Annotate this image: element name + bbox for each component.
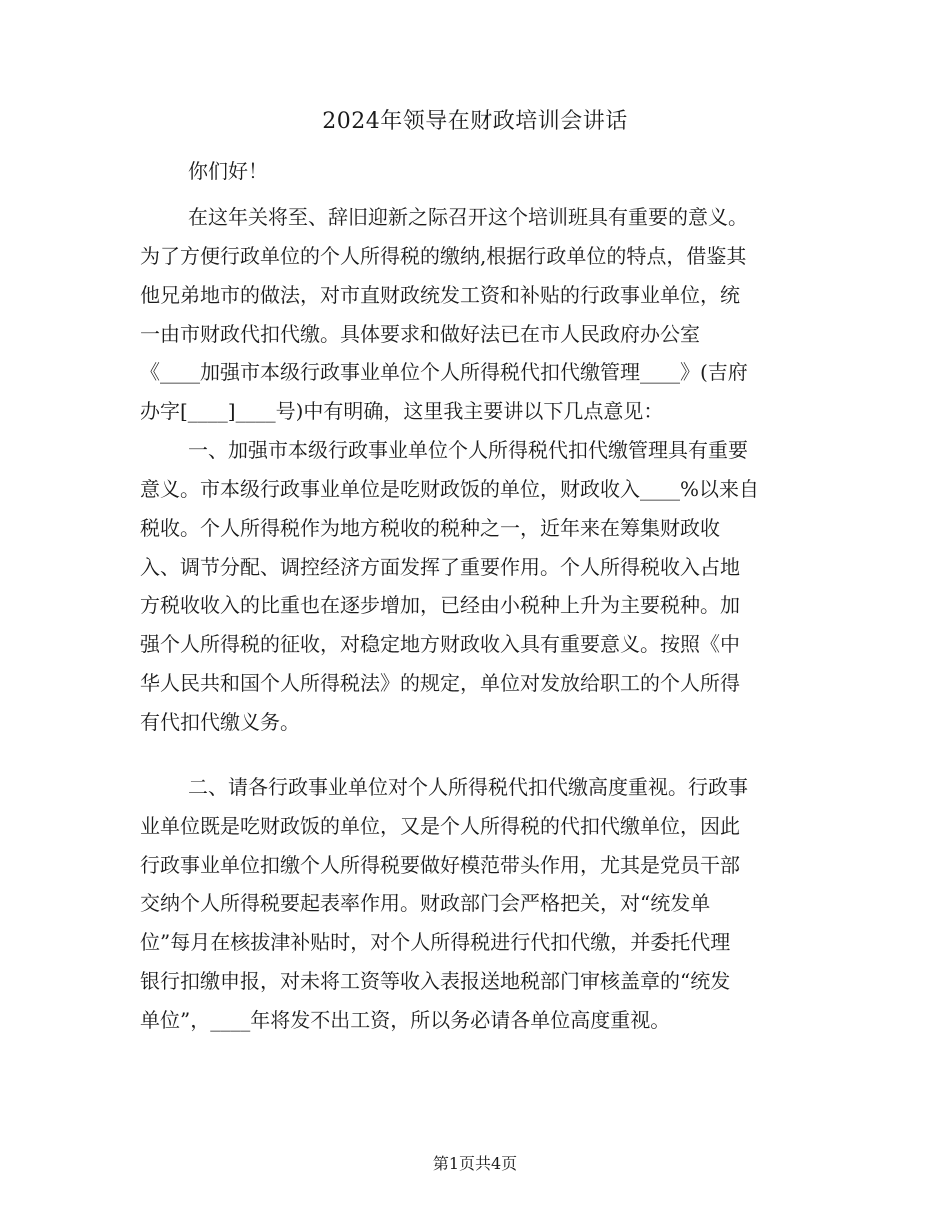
text-line: 一由市财政代扣代缴。具体要求和做好法已在市人民政府办公室 xyxy=(140,321,700,346)
text-line: 税收。个人所得税作为地方税收的税种之一，近年来在筹集财政收 xyxy=(140,515,720,540)
text-line: 方税收收入的比重也在逐步增加，已经由小税种上升为主要税种。加 xyxy=(140,593,740,618)
document-title: 2024年领导在财政培训会讲话 xyxy=(322,109,628,134)
text-line: 二、请各行政事业单位对个人所得税代扣代缴高度重视。行政事 xyxy=(188,774,748,799)
document-body xyxy=(140,198,808,1040)
greeting: 你们好！ xyxy=(188,159,268,183)
text-line: 银行扣缴申报，对未将工资等收入表报送地税部门审核盖章的“统发 xyxy=(140,969,731,994)
text-line: 交纳个人所得税要起表率作用。财政部门会严格把关，对“统发单 xyxy=(140,891,711,916)
text-line: 在这年关将至、辞旧迎新之际召开这个培训班具有重要的意义。 xyxy=(188,205,748,229)
text-line: 一、加强市本级行政事业单位个人所得税代扣代缴管理具有重要 xyxy=(188,438,748,463)
text-line: 《____加强市本级行政事业单位个人所得税代扣代缴管理____》(吉府 xyxy=(140,360,748,385)
text-line: 业单位既是吃财政饭的单位，又是个人所得税的代扣代缴单位，因此 xyxy=(140,813,740,838)
text-line: 位”每月在核拔津补贴时，对个人所得税进行代扣代缴，并委托代理 xyxy=(140,930,731,955)
text-line: 强个人所得税的征收，对稳定地方财政收入具有重要意义。按照《中 xyxy=(140,632,740,657)
paragraph-1 xyxy=(140,198,808,431)
text-line: 单位”，____年将发不出工资，所以务必请各单位高度重视。 xyxy=(140,1007,671,1032)
paragraph-2 xyxy=(140,431,808,742)
text-line: 办字[____]____号)中有明确，这里我主要讲以下几点意见： xyxy=(140,399,664,424)
page-number-footer: 第1页共4页 xyxy=(432,1154,518,1173)
text-line: 为了方便行政单位的个人所得税的缴纳,根据行政单位的特点，借鉴其 xyxy=(140,243,747,268)
text-line: 入、调节分配、调控经济方面发挥了重要作用。个人所得税收入占地 xyxy=(140,554,740,579)
text-line: 华人民共和国个人所得税法》的规定，单位对发放给职工的个人所得 xyxy=(140,671,740,696)
paragraph-3 xyxy=(140,768,808,1040)
text-line: 行政事业单位扣缴个人所得税要做好模范带头作用，尤其是党员干部 xyxy=(140,852,740,877)
paragraph-gap xyxy=(140,742,808,768)
text-line: 意义。市本级行政事业单位是吃财政饭的单位，财政收入____%以来自 xyxy=(140,476,760,501)
text-line: 有代扣代缴义务。 xyxy=(140,709,300,734)
text-line: 他兄弟地市的做法，对市直财政统发工资和补贴的行政事业单位，统 xyxy=(140,282,740,307)
